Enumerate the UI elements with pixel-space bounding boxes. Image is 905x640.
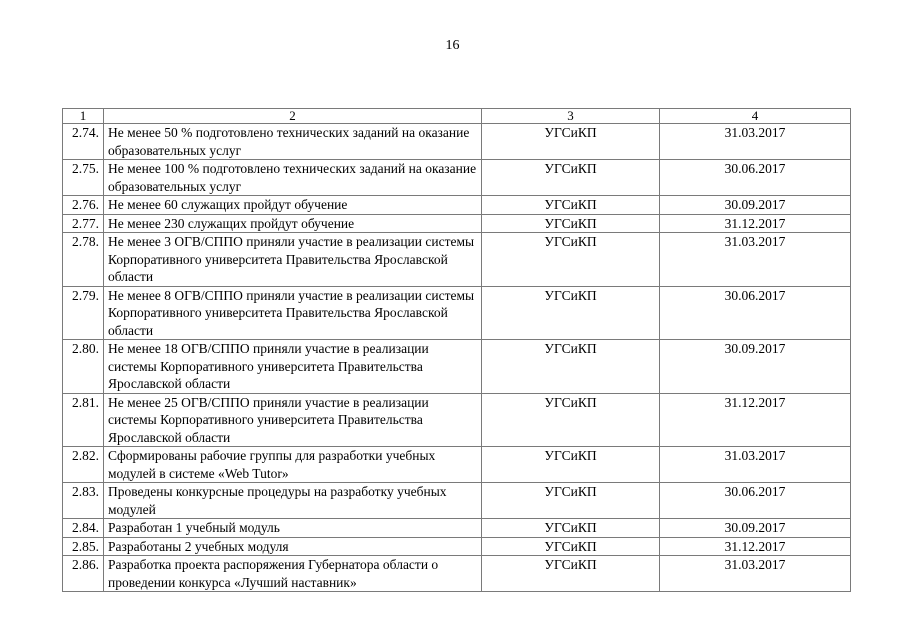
activity-description-cell: Разработан 1 учебный модуль [104, 519, 482, 538]
row-number-cell: 2.84. [63, 519, 104, 538]
responsible-cell: УГСиКП [482, 196, 660, 215]
responsible-cell: УГСиКП [482, 393, 660, 447]
column-header: 2 [104, 109, 482, 124]
responsible-cell: УГСиКП [482, 447, 660, 483]
row-number-cell: 2.74. [63, 124, 104, 160]
deadline-cell: 30.06.2017 [660, 160, 851, 196]
activity-description-cell: Не менее 230 служащих пройдут обучение [104, 214, 482, 233]
activity-description-cell: Разработка проекта распоряжения Губернатора области о проведении конкурса «Лучший наставник» [104, 556, 482, 592]
row-number-cell: 2.78. [63, 233, 104, 287]
row-number-cell: 2.77. [63, 214, 104, 233]
deadline-cell: 31.03.2017 [660, 556, 851, 592]
deadline-cell: 31.12.2017 [660, 393, 851, 447]
table-row [63, 447, 851, 483]
table-row [63, 233, 851, 287]
responsible-cell: УГСиКП [482, 214, 660, 233]
deadline-cell: 31.03.2017 [660, 233, 851, 287]
activity-description-cell: Сформированы рабочие группы для разработки учебных модулей в системе «Web Tutor» [104, 447, 482, 483]
responsible-cell: УГСиКП [482, 537, 660, 556]
table-row [63, 124, 851, 160]
row-number-cell: 2.82. [63, 447, 104, 483]
table-row [63, 556, 851, 592]
activity-description-cell: Не менее 50 % подготовлено технических заданий на оказание образовательных услуг [104, 124, 482, 160]
table-row [63, 214, 851, 233]
responsible-cell: УГСиКП [482, 286, 660, 340]
deadline-cell: 30.09.2017 [660, 196, 851, 215]
activity-description-cell: Не менее 3 ОГВ/СППО приняли участие в реализации системы Корпоративного университета Правительства Ярославской области [104, 233, 482, 287]
table-row [63, 196, 851, 215]
table-row [63, 393, 851, 447]
row-number-cell: 2.85. [63, 537, 104, 556]
responsible-cell: УГСиКП [482, 483, 660, 519]
row-number-cell: 2.80. [63, 340, 104, 394]
row-number-cell: 2.86. [63, 556, 104, 592]
responsible-cell: УГСиКП [482, 160, 660, 196]
deadline-cell: 30.09.2017 [660, 340, 851, 394]
responsible-cell: УГСиКП [482, 556, 660, 592]
activity-description-cell: Проведены конкурсные процедуры на разработку учебных модулей [104, 483, 482, 519]
activity-description-cell: Не менее 8 ОГВ/СППО приняли участие в реализации системы Корпоративного университета Правительства Ярославской области [104, 286, 482, 340]
column-header: 4 [660, 109, 851, 124]
row-number-cell: 2.76. [63, 196, 104, 215]
table-row [63, 537, 851, 556]
table-row [63, 483, 851, 519]
table-row [63, 340, 851, 394]
deadline-cell: 31.03.2017 [660, 447, 851, 483]
activity-description-cell: Не менее 25 ОГВ/СППО приняли участие в реализации системы Корпоративного университета Правительства Ярославской области [104, 393, 482, 447]
deadline-cell: 31.03.2017 [660, 124, 851, 160]
row-number-cell: 2.75. [63, 160, 104, 196]
deadline-cell: 30.09.2017 [660, 519, 851, 538]
responsible-cell: УГСиКП [482, 233, 660, 287]
activity-description-cell: Не менее 60 служащих пройдут обучение [104, 196, 482, 215]
row-number-cell: 2.81. [63, 393, 104, 447]
table-row [63, 160, 851, 196]
row-number-cell: 2.79. [63, 286, 104, 340]
deadline-cell: 31.12.2017 [660, 537, 851, 556]
action-plan-table [62, 108, 851, 592]
activity-description-cell: Не менее 100 % подготовлено технических заданий на оказание образовательных услуг [104, 160, 482, 196]
responsible-cell: УГСиКП [482, 519, 660, 538]
activity-description-cell: Разработаны 2 учебных модуля [104, 537, 482, 556]
deadline-cell: 30.06.2017 [660, 286, 851, 340]
table-row [63, 519, 851, 538]
table-header-row [63, 109, 851, 124]
column-header: 3 [482, 109, 660, 124]
deadline-cell: 31.12.2017 [660, 214, 851, 233]
deadline-cell: 30.06.2017 [660, 483, 851, 519]
table-row [63, 286, 851, 340]
responsible-cell: УГСиКП [482, 124, 660, 160]
activity-description-cell: Не менее 18 ОГВ/СППО приняли участие в реализации системы Корпоративного университета Правительства Ярославской области [104, 340, 482, 394]
page-number: 16 [445, 38, 460, 53]
column-header: 1 [63, 109, 104, 124]
responsible-cell: УГСиКП [482, 340, 660, 394]
row-number-cell: 2.83. [63, 483, 104, 519]
